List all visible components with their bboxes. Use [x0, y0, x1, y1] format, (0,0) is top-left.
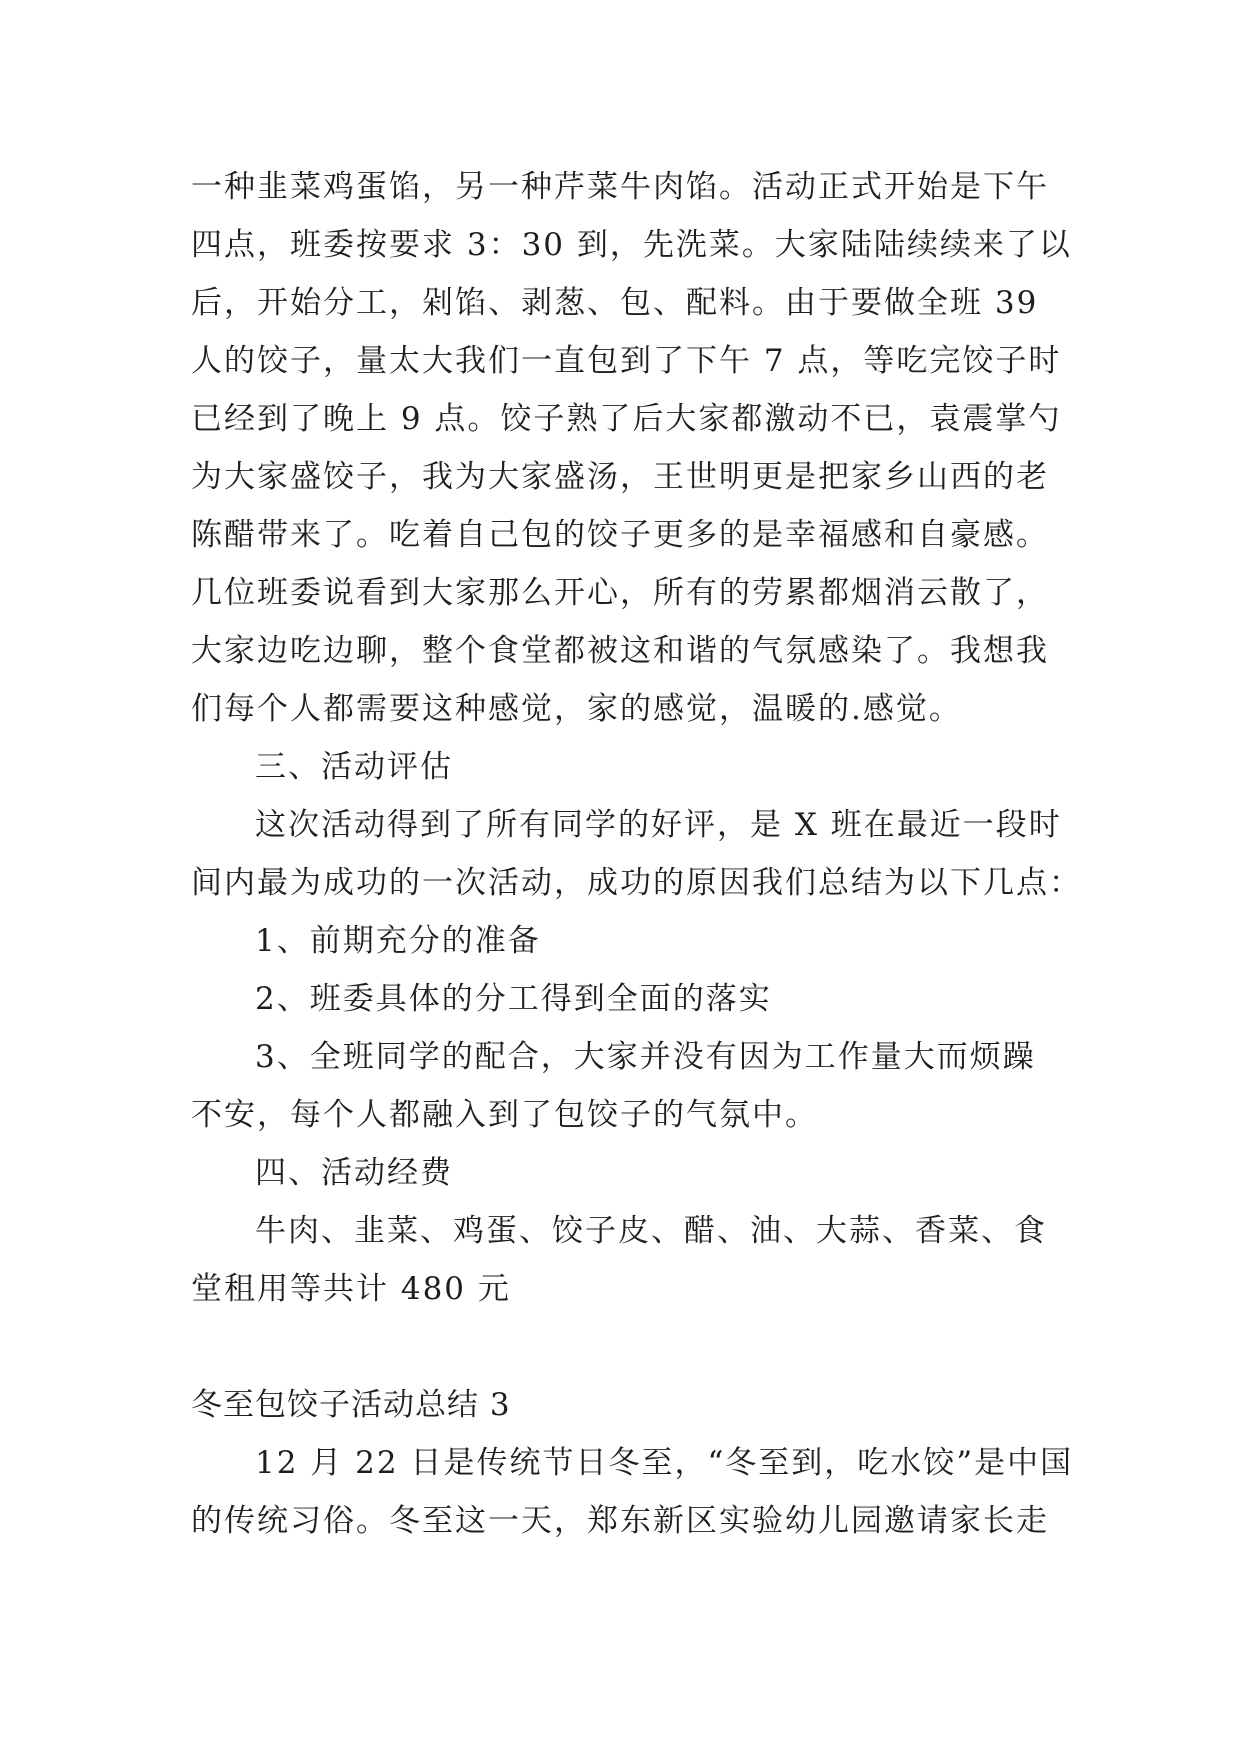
text-line: 这次活动得到了所有同学的好评，是 X 班在最近一段时	[255, 807, 1062, 843]
section-title-evaluation: 三、活动评估	[255, 749, 453, 785]
text-line: 四点，班委按要求 3：30 到，先洗菜。大家陆陆续续来了以	[191, 227, 1072, 263]
paragraph-evaluation	[191, 796, 1082, 912]
document-body	[191, 158, 1082, 1550]
paragraph-activity-process	[191, 158, 1072, 738]
text-line: 几位班委说看到大家那么开心，所有的劳累都烟消云散了，	[191, 575, 1049, 611]
text-line: 为大家盛饺子，我为大家盛汤，王世明更是把家乡山西的老	[191, 459, 1049, 495]
paragraph-winter-solstice	[191, 1434, 1074, 1550]
list-item	[191, 1028, 1061, 1144]
section-title-expenses: 四、活动经费	[255, 1155, 453, 1191]
blank-line	[191, 1318, 1061, 1376]
text-line: 大家边吃边聊，整个食堂都被这和谐的气氛感染了。我想我	[191, 633, 1049, 669]
text-line: 不安，每个人都融入到了包饺子的气氛中。	[191, 1097, 818, 1133]
text-line: 堂租用等共计 480 元	[191, 1271, 511, 1307]
text-line: 一种韭菜鸡蛋馅，另一种芹菜牛肉馅。活动正式开始是下午	[191, 169, 1049, 205]
text-line: 牛肉、韭菜、鸡蛋、饺子皮、醋、油、大蒜、香菜、食	[255, 1213, 1047, 1249]
paragraph-expenses	[191, 1202, 1061, 1318]
text-line: 后，开始分工，剁馅、剥葱、包、配料。由于要做全班 39	[191, 285, 1039, 321]
list-item: 1、前期充分的准备	[255, 923, 541, 959]
text-line: 陈醋带来了。吃着自己包的饺子更多的是幸福感和自豪感。	[191, 517, 1049, 553]
text-line: 3、全班同学的配合，大家并没有因为工作量大而烦躁	[255, 1039, 1036, 1075]
text-line: 已经到了晚上 9 点。饺子熟了后大家都激动不已，袁震掌勺	[191, 401, 1062, 437]
text-line: 间内最为成功的一次活动，成功的原因我们总结为以下几点：	[191, 865, 1082, 901]
text-line: 12 月 22 日是传统节日冬至，“冬至到，吃水饺”是中国	[255, 1445, 1074, 1481]
text-line: 的传统习俗。冬至这一天，郑东新区实验幼儿园邀请家长走	[191, 1503, 1049, 1539]
list-item: 2、班委具体的分工得到全面的落实	[255, 981, 772, 1017]
article-title: 冬至包饺子活动总结 3	[191, 1387, 511, 1423]
text-line: 们每个人都需要这种感觉，家的感觉，温暖的.感觉。	[191, 691, 962, 727]
text-line: 人的饺子，量太大我们一直包到了下午 7 点，等吃完饺子时	[191, 343, 1062, 379]
